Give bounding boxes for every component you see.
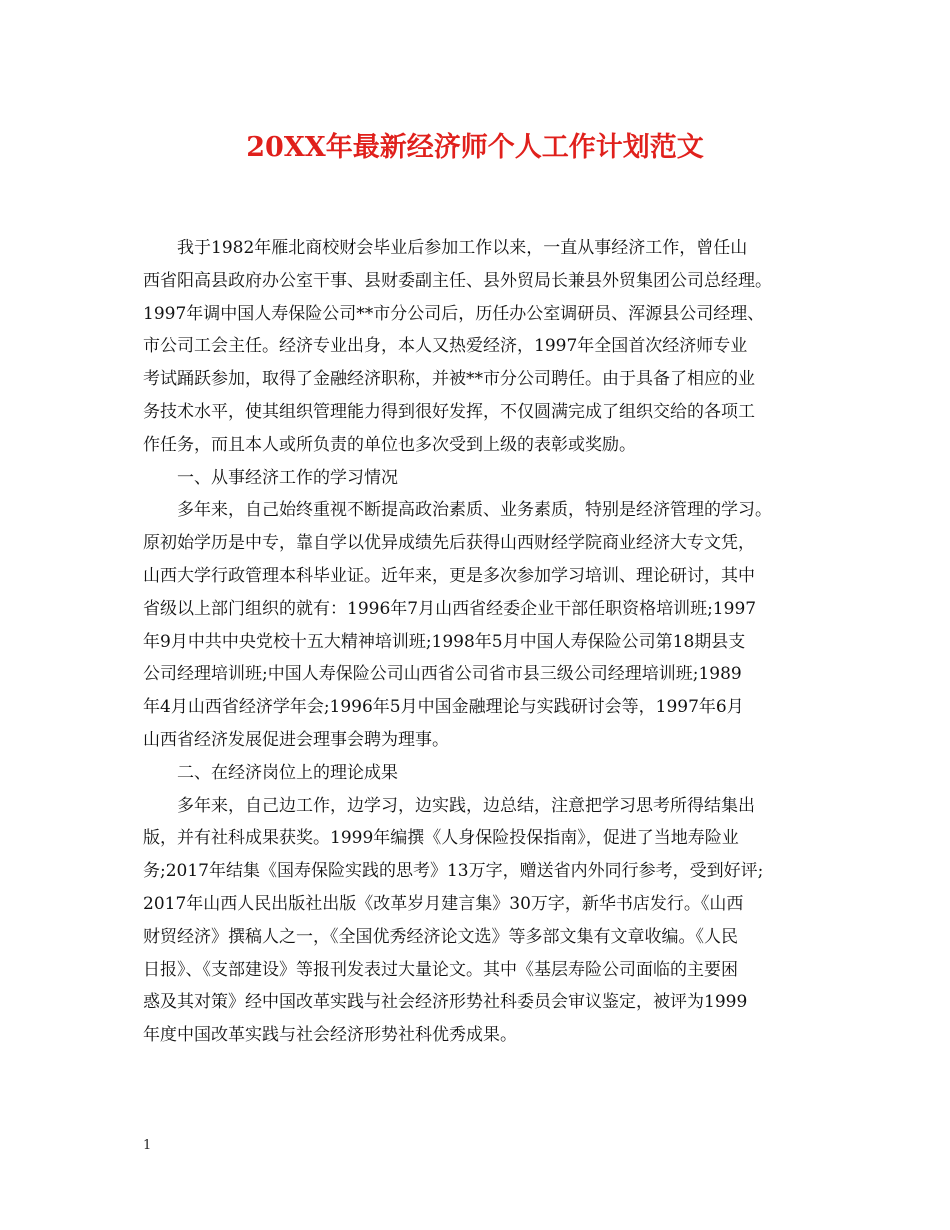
text-line: 年9月中共中央党校十五大精神培训班;1998年5月中国人寿保险公司第18期县支 [143, 631, 746, 652]
text-line: 年4月山西省经济学年会;1996年5月中国金融理论与实践研讨会等，1997年6月 [143, 697, 744, 718]
text-line: 山西大学行政管理本科毕业证。近年来，更是多次参加学习培训、理论研讨，其中 [143, 565, 755, 586]
text-line: 务;2017年结集《国寿保险实践的思考》13万字，赠送省内外同行参考，受到好评; [143, 861, 764, 882]
text-line: 作任务，而且本人或所负责的单位也多次受到上级的表彰或奖励。 [143, 434, 636, 455]
text-line: 财贸经济》撰稿人之一，《全国优秀经济论文选》等多部文集有文章收编。《人民 [143, 926, 738, 947]
text-line: 年度中国改革实践与社会经济形势社科优秀成果。 [143, 1025, 517, 1046]
text-line: 省级以上部门组织的就有：1996年7月山西省经委企业干部任职资格培训班;1997 [143, 598, 757, 619]
document-body [143, 232, 811, 1052]
text-line: 1997年调中国人寿保险公司**市分公司后，历任办公室调研员、浑源县公司经理、 [143, 303, 765, 324]
text-line: 公司经理培训班;中国人寿保险公司山西省公司省市县三级公司经理培训班;1989 [143, 664, 742, 685]
text-line: 惑及其对策》经中国改革实践与社会经济形势社科委员会审议鉴定，被评为1999 [143, 992, 748, 1013]
text-line: 山西省经济发展促进会理事会聘为理事。 [143, 729, 449, 750]
text-line: 多年来，自己始终重视不断提高政治素质、业务素质，特别是经济管理的学习。 [177, 500, 772, 521]
text-line: 2017年山西人民出版社出版《改革岁月建言集》30万字，新华书店发行。《山西 [143, 893, 744, 914]
text-line: 市公司工会主任。经济专业出身，本人又热爱经济，1997年全国首次经济师专业 [143, 336, 748, 357]
text-line: 二、在经济岗位上的理论成果 [177, 762, 398, 783]
text-line: 一、从事经济工作的学习情况 [177, 467, 398, 488]
text-line: 多年来，自己边工作，边学习，边实践，边总结，注意把学习思考所得结集出 [177, 795, 755, 816]
text-line: 版，并有社科成果获奖。1999年编撰《人身保险投保指南》，促进了当地寿险业 [143, 828, 739, 849]
text-line: 西省阳高县政府办公室干事、县财委副主任、县外贸局长兼县外贸集团公司总经理。 [143, 270, 772, 291]
text-line: 务技术水平，使其组织管理能力得到很好发挥，不仅圆满完成了组织交给的各项工 [143, 401, 755, 422]
page-number: 1 [143, 1138, 152, 1153]
text-line: 考试踊跃参加，取得了金融经济职称，并被**市分公司聘任。由于具备了相应的业 [143, 369, 755, 390]
text-line: 日报》、《支部建设》等报刊发表过大量论文。其中《基层寿险公司面临的主要困 [143, 959, 738, 980]
text-line: 原初始学历是中专，靠自学以优异成绩先后获得山西财经学院商业经济大专文凭， [143, 533, 755, 554]
document-title: 20XX年最新经济师个人工作计划范文 [246, 132, 704, 163]
text-line: 我于1982年雁北商校财会毕业后参加工作以来，一直从事经济工作，曾任山 [177, 238, 748, 258]
